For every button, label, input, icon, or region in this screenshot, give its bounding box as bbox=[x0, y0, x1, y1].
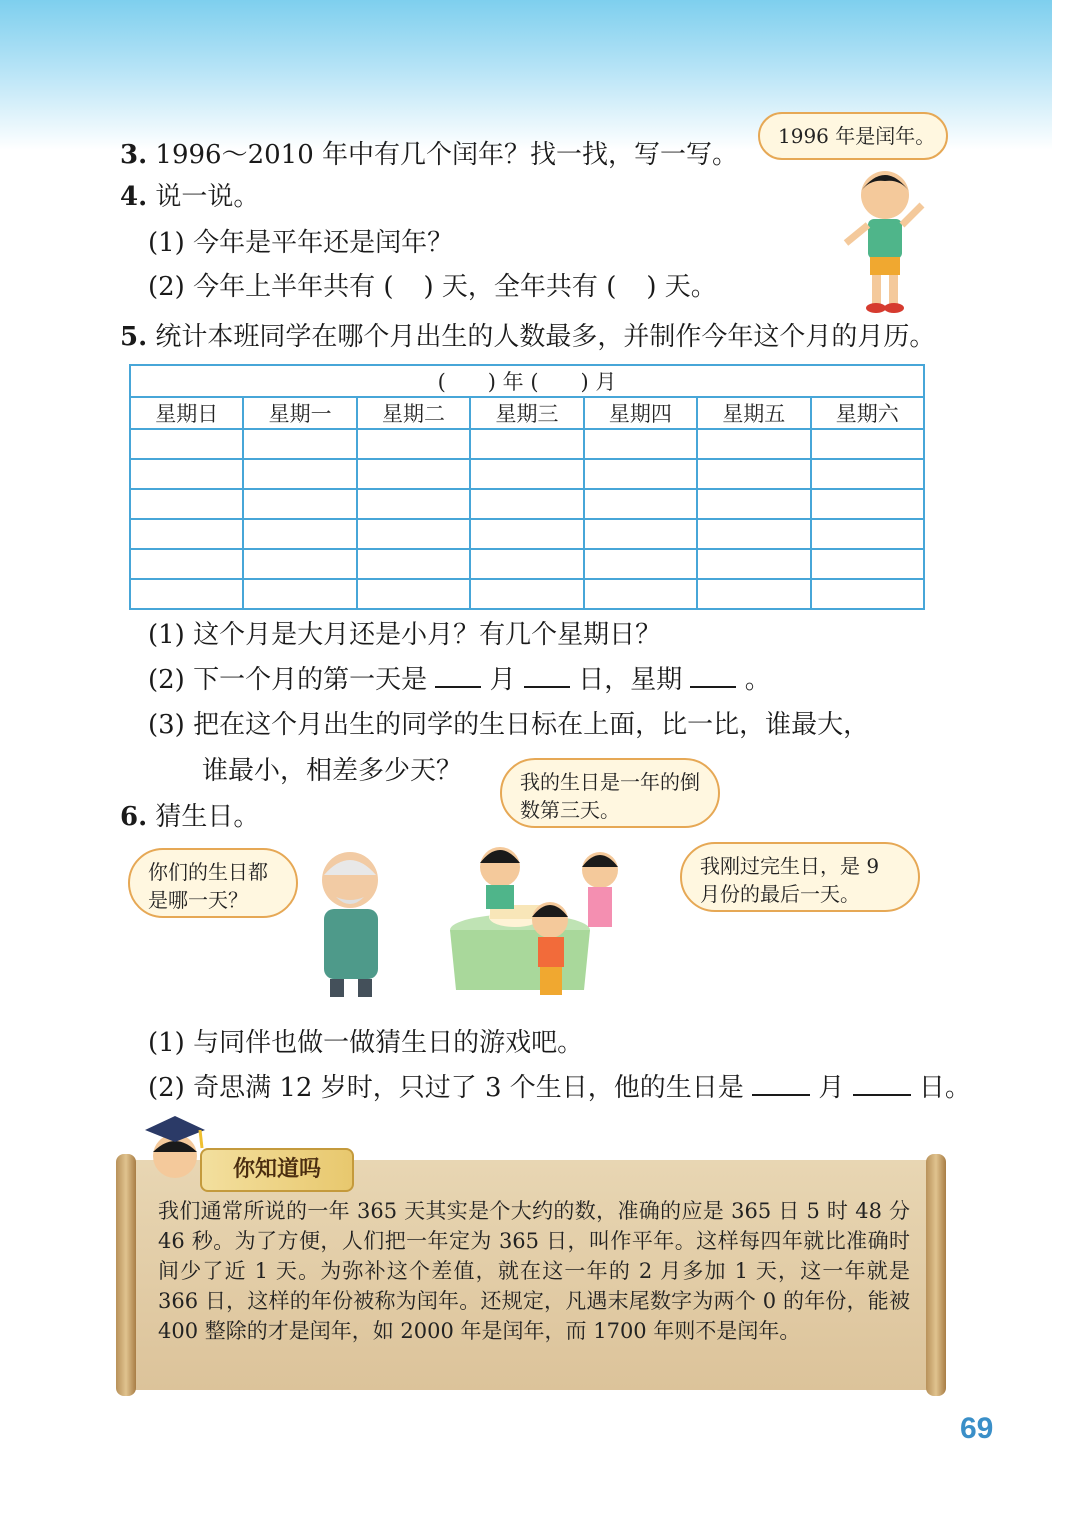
answer-blank bbox=[435, 662, 481, 688]
question-6-sub-2: (2) 奇思满 12 岁时，只过了 3 个生日，他的生日是 月 日。 bbox=[148, 1070, 971, 1105]
did-you-know-text: 我们通常所说的一年 365 天其实是个大约的数，准确的应是 365 日 5 时 48 分 46 秒。为了方便，人们把一年定为 365 日，叫作平年。这样每四年就比准确时间少了近 1 天。为弥补这个差值，就在这一年的 2 月多加 1 天，这一年就是 366 日，这样的年份被称为闰年。还规定，凡遇末尾数字为两个 0 的年份，能被 400 整除的才是闰年，如 2000 年是闰年，而 1700 年则不是闰年。 bbox=[158, 1199, 910, 1343]
question-6-number: 6. bbox=[120, 802, 148, 832]
answer-blank bbox=[690, 662, 736, 688]
answer-blank bbox=[524, 662, 570, 688]
question-5-number: 5. bbox=[120, 322, 148, 352]
question-3-number: 3. bbox=[120, 140, 148, 170]
question-6-text: 猜生日。 bbox=[155, 802, 260, 832]
question-4 bbox=[120, 180, 259, 214]
question-5-text: 统计本班同学在哪个月出生的人数最多，并制作今年这个月的月历。 bbox=[155, 322, 936, 352]
calendar-title: ( ) 年 ( ) 月 bbox=[130, 365, 924, 397]
answer-blank bbox=[752, 1070, 810, 1096]
calendar-row bbox=[130, 549, 924, 579]
calendar-row bbox=[130, 579, 924, 609]
question-3 bbox=[120, 138, 738, 172]
weekday-header: 星期日 bbox=[130, 397, 243, 429]
scroll-rod-left bbox=[116, 1154, 136, 1396]
calendar-row bbox=[130, 519, 924, 549]
question-4-number: 4. bbox=[120, 182, 148, 212]
scroll-rod-right bbox=[926, 1154, 946, 1396]
question-3-text: 1996～2010 年中有几个闰年？找一找，写一写。 bbox=[155, 140, 739, 170]
weekday-header: 星期一 bbox=[243, 397, 356, 429]
birthday-scene-illustration bbox=[300, 825, 630, 1005]
question-6 bbox=[120, 800, 259, 834]
speech-bubble-boy: 我的生日是一年的倒数第三天。 bbox=[500, 758, 720, 828]
weekday-header: 星期二 bbox=[357, 397, 470, 429]
speech-bubble-girl: 我刚过完生日，是 9 月份的最后一天。 bbox=[680, 842, 920, 912]
question-6-sub-1: (1) 与同伴也做一做猜生日的游戏吧。 bbox=[148, 1028, 584, 1058]
page-number: 69 bbox=[960, 1412, 994, 1445]
boy-illustration bbox=[840, 165, 930, 315]
question-4-sub-2: (2) 今年上半年共有 ( ) 天，全年共有 ( ) 天。 bbox=[148, 272, 717, 302]
page-edge bbox=[1052, 0, 1080, 1527]
question-5-sub-3: (3) 把在这个月出生的同学的生日标在上面，比一比，谁最大， bbox=[148, 710, 870, 740]
question-5 bbox=[120, 320, 935, 354]
question-4-sub-1: (1) 今年是平年还是闰年？ bbox=[148, 228, 454, 258]
question-5-sub-2: (2) 下一个月的第一天是 月 日，星期 。 bbox=[148, 662, 771, 697]
weekday-header: 星期三 bbox=[470, 397, 583, 429]
did-you-know-tag: 你知道吗 bbox=[200, 1148, 354, 1192]
speech-bubble-elder: 你们的生日都是哪一天？ bbox=[128, 848, 298, 918]
calendar-row bbox=[130, 459, 924, 489]
answer-blank bbox=[853, 1070, 911, 1096]
speech-bubble-boy-top: 1996 年是闰年。 bbox=[758, 112, 948, 160]
calendar-row bbox=[130, 489, 924, 519]
weekday-header: 星期四 bbox=[584, 397, 697, 429]
calendar-table bbox=[129, 364, 925, 610]
weekday-header: 星期六 bbox=[811, 397, 924, 429]
question-4-text: 说一说。 bbox=[155, 182, 260, 212]
question-5-sub-1: (1) 这个月是大月还是小月？有几个星期日？ bbox=[148, 620, 662, 650]
question-5-sub-3-cont: 谁最小，相差多少天？ bbox=[202, 756, 463, 786]
weekday-header: 星期五 bbox=[697, 397, 810, 429]
calendar-row bbox=[130, 429, 924, 459]
